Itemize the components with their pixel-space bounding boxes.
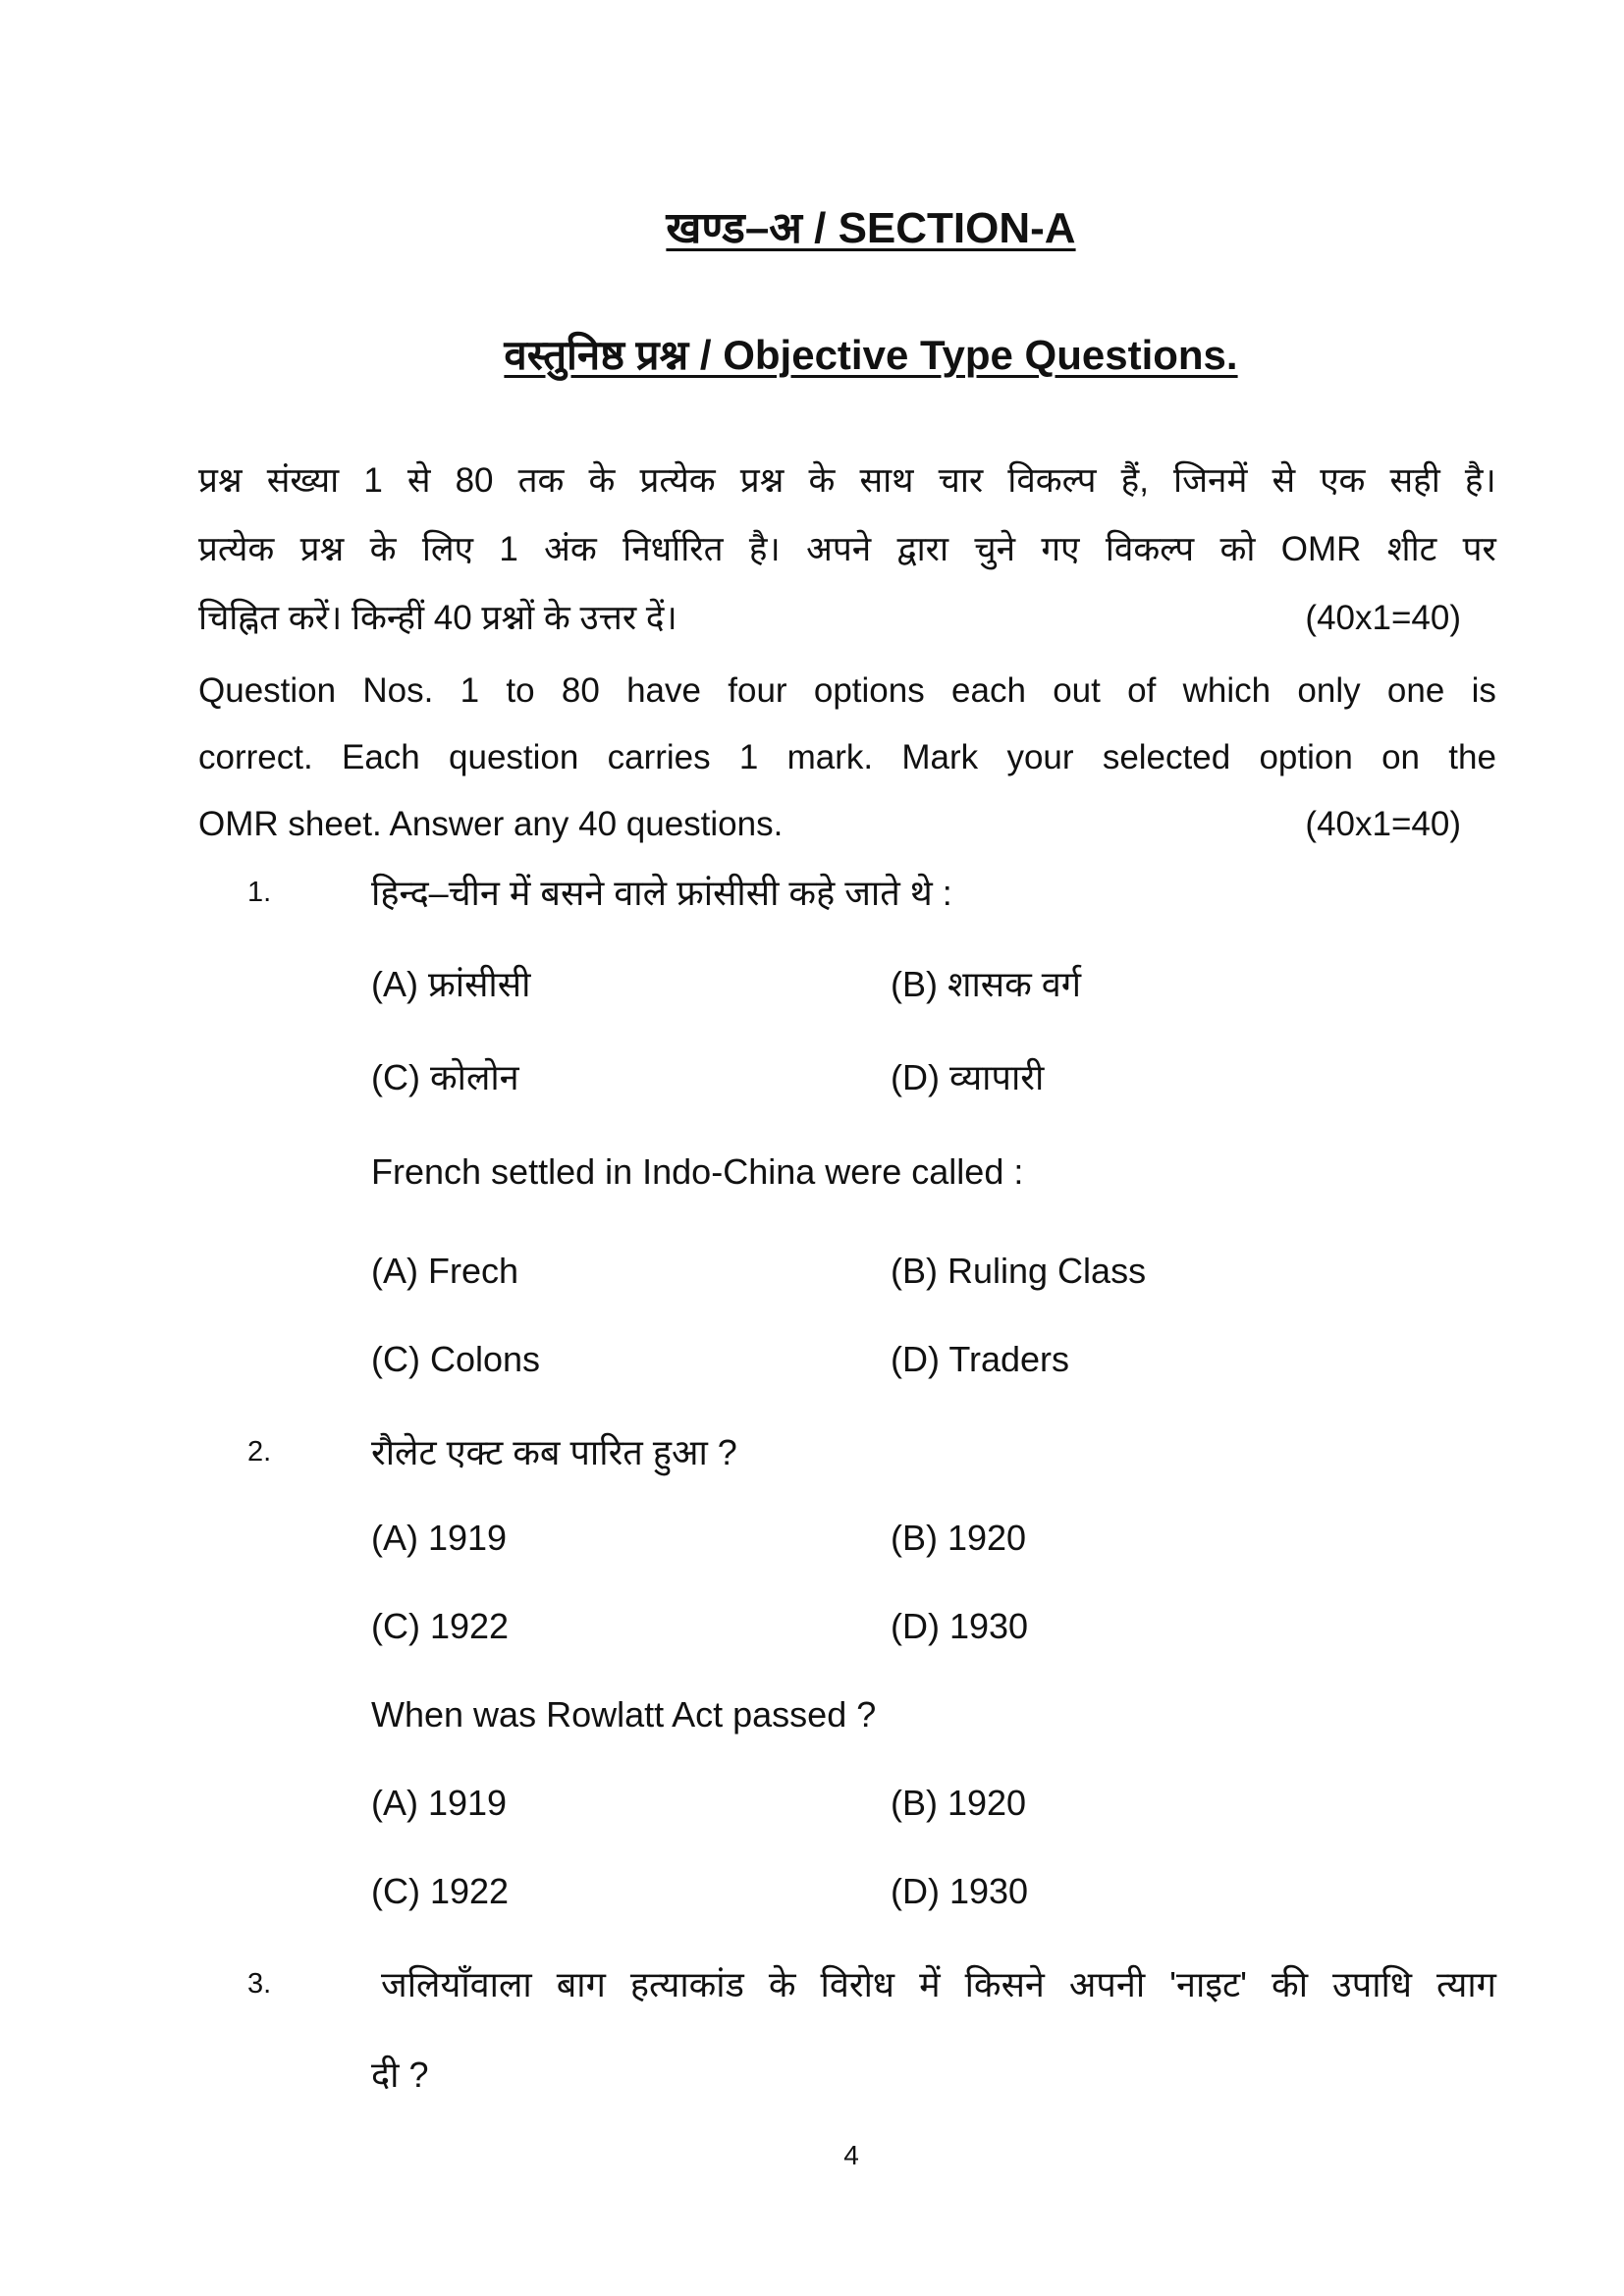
question-word: के xyxy=(768,1964,796,2004)
instruction-word: Each xyxy=(341,738,420,776)
option-c-hindi: (C) 1922 xyxy=(371,1606,510,1646)
question-word: अपनी xyxy=(1068,1964,1146,2004)
instruction-word: चुने xyxy=(974,530,1016,568)
instruction-word: OMR xyxy=(1280,530,1362,568)
instruction-word: Nos. xyxy=(362,671,434,710)
instruction-word: लिए xyxy=(421,530,473,568)
instructions-english-line2 xyxy=(198,724,1496,791)
question-text-english: When was Rowlatt Act passed ? xyxy=(371,1694,877,1735)
option-a-english: (A) Frech xyxy=(371,1251,519,1291)
option-d-english: (D) Traders xyxy=(891,1339,1070,1379)
marks-english: (40x1=40) xyxy=(1305,805,1461,843)
instruction-word: selected xyxy=(1102,738,1231,776)
instruction-word: each xyxy=(951,671,1026,710)
instruction-word: पर xyxy=(1462,530,1496,568)
section-heading: खण्ड–अ / SECTION-A xyxy=(666,204,1076,252)
instruction-word: के xyxy=(588,461,616,500)
instructions-hindi-line2 xyxy=(198,515,1496,584)
question-word: की xyxy=(1272,1964,1309,2004)
instructions-english-line1 xyxy=(198,658,1496,724)
instructions-english xyxy=(198,658,1496,858)
instruction-word: your xyxy=(1006,738,1074,776)
instruction-word: option xyxy=(1259,738,1353,776)
question-text-hindi: रौलेट एक्ट कब पारित हुआ ? xyxy=(371,1432,737,1472)
instruction-word: is xyxy=(1471,671,1496,710)
page-number: 4 xyxy=(843,2140,859,2170)
instruction-word: mark. xyxy=(786,738,874,776)
instructions-english-line3 xyxy=(198,791,1496,858)
instruction-word: options xyxy=(813,671,925,710)
instruction-word: को xyxy=(1219,530,1256,568)
option-b-hindi: (B) शासक वर्ग xyxy=(891,964,1082,1004)
instruction-word: संख्या xyxy=(266,461,340,500)
question-number: 2. xyxy=(247,1436,272,1468)
instruction-word: Mark xyxy=(901,738,979,776)
instruction-word: चार xyxy=(938,461,984,500)
instruction-word: one xyxy=(1386,671,1445,710)
question-word: में xyxy=(919,1964,941,2004)
instruction-word: अंक xyxy=(544,530,597,568)
instruction-word: question xyxy=(449,738,579,776)
option-b-english: (B) Ruling Class xyxy=(891,1251,1147,1291)
question-word: त्याग xyxy=(1436,1964,1496,2004)
instruction-word: 80 xyxy=(561,671,600,710)
option-a-english: (A) 1919 xyxy=(371,1783,508,1823)
instruction-word: शीट xyxy=(1386,530,1437,568)
instructions-hindi xyxy=(198,447,1496,653)
instructions-hindi-text: चिह्नित करें। किन्हीं 40 प्रश्नों के उत्तर दें। xyxy=(198,599,677,637)
instruction-word: have xyxy=(626,671,701,710)
instruction-word: the xyxy=(1448,738,1496,776)
question-text-hindi-line2: दी ? xyxy=(371,2055,429,2095)
instruction-word: हैं, xyxy=(1120,461,1149,500)
instruction-word: of xyxy=(1127,671,1157,710)
instruction-word: 1 xyxy=(499,530,518,568)
instructions-english-text: OMR sheet. Answer any 40 questions. xyxy=(198,805,784,843)
instruction-word: out xyxy=(1053,671,1101,710)
question-text-hindi: हिन्द–चीन में बसने वाले फ्रांसीसी कहे जाते थे : xyxy=(371,873,952,913)
question-word: बाग xyxy=(556,1964,606,2004)
instruction-word: carries xyxy=(607,738,711,776)
instruction-word: which xyxy=(1182,671,1272,710)
question-number: 1. xyxy=(247,877,272,908)
instruction-word: only xyxy=(1297,671,1361,710)
question-word: उपाधि xyxy=(1332,1964,1412,2004)
question-number: 3. xyxy=(247,1968,272,2000)
instruction-word: on xyxy=(1381,738,1421,776)
instruction-word: सही xyxy=(1389,461,1440,500)
instruction-word: प्रत्येक xyxy=(198,530,275,568)
instruction-word: द्वारा xyxy=(896,530,949,568)
instruction-word: प्रत्येक xyxy=(639,461,716,500)
option-b-hindi: (B) 1920 xyxy=(891,1518,1027,1558)
option-d-hindi: (D) 1930 xyxy=(891,1606,1029,1646)
option-d-hindi: (D) व्यापारी xyxy=(891,1057,1045,1097)
instructions-hindi-line3 xyxy=(198,584,1496,653)
instruction-word: निर्धारित xyxy=(623,530,724,568)
option-a-hindi: (A) फ्रांसीसी xyxy=(371,964,531,1004)
instruction-word: to xyxy=(506,671,535,710)
option-d-english: (D) 1930 xyxy=(891,1871,1029,1911)
marks-hindi: (40x1=40) xyxy=(1305,599,1461,637)
question-text-hindi-line1 xyxy=(381,1959,1496,2007)
question-word: विरोध xyxy=(820,1964,895,2004)
question-word: किसने xyxy=(964,1964,1045,2004)
instruction-word: Question xyxy=(198,671,337,710)
instruction-word: जिनमें xyxy=(1173,461,1248,500)
question-word: जलियाँवाला xyxy=(381,1964,532,2004)
instruction-word: से xyxy=(1272,461,1296,500)
instruction-word: 1 xyxy=(363,461,383,500)
question-word: हत्याकांड xyxy=(629,1964,744,2004)
option-c-english: (C) 1922 xyxy=(371,1871,510,1911)
question-word: 'नाइट' xyxy=(1169,1964,1248,2004)
instruction-word: four xyxy=(728,671,787,710)
instruction-word: 1 xyxy=(460,671,480,710)
instruction-word: 80 xyxy=(455,461,494,500)
instruction-word: से xyxy=(406,461,431,500)
instruction-word: अपने xyxy=(806,530,872,568)
instruction-word: correct. xyxy=(198,738,313,776)
instruction-word: साथ xyxy=(859,461,914,500)
instruction-word: के xyxy=(808,461,836,500)
instruction-word: प्रश्न xyxy=(739,461,785,500)
instruction-word: तक xyxy=(517,461,565,500)
instruction-word: है। xyxy=(748,530,781,568)
instruction-word: विकल्प xyxy=(1007,461,1097,500)
instruction-word: के xyxy=(369,530,397,568)
subheading: वस्तुनिष्ठ प्रश्न / Objective Type Questions. xyxy=(504,332,1238,378)
option-c-english: (C) Colons xyxy=(371,1339,541,1379)
instruction-word: गए xyxy=(1041,530,1080,568)
instruction-word: प्रश्न xyxy=(299,530,345,568)
instruction-word: है। xyxy=(1464,461,1496,500)
option-a-hindi: (A) 1919 xyxy=(371,1518,508,1558)
instruction-word: एक xyxy=(1320,461,1366,500)
instruction-word: विकल्प xyxy=(1105,530,1195,568)
option-b-english: (B) 1920 xyxy=(891,1783,1027,1823)
option-c-hindi: (C) कोलोन xyxy=(371,1057,519,1097)
instructions-hindi-line1 xyxy=(198,447,1496,515)
question-text-english: French settled in Indo-China were called : xyxy=(371,1151,1024,1192)
instruction-word: प्रश्न xyxy=(198,461,243,500)
instruction-word: 1 xyxy=(738,738,759,776)
